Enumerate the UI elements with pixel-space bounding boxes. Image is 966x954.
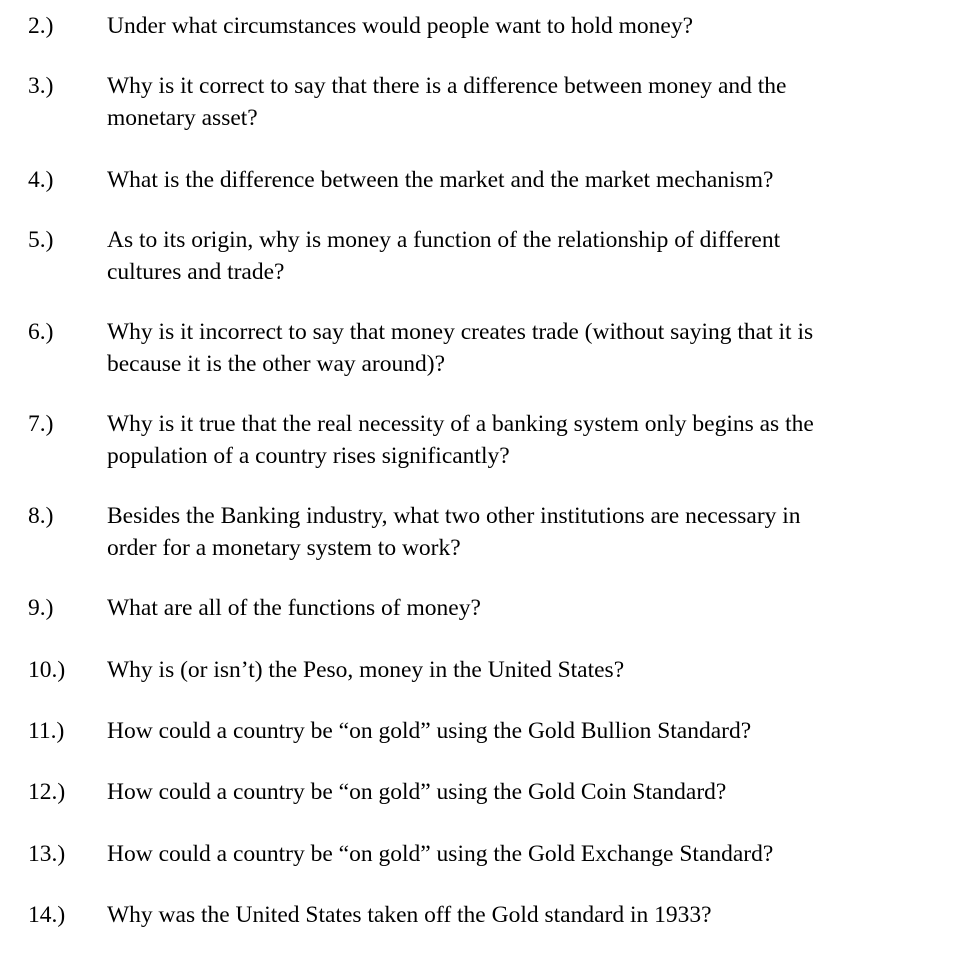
question-text — [107, 716, 927, 748]
question-number: 12.) — [28, 779, 66, 805]
question-line: monetary asset? — [107, 104, 258, 131]
question-number: 4.) — [28, 167, 54, 193]
question-text — [107, 655, 927, 687]
question-line: Why is it correct to say that there is a difference between money and the — [107, 73, 787, 99]
question-number: 3.) — [28, 73, 54, 99]
question-line: Why is it true that the real necessity of a banking system only begins as the — [107, 411, 814, 437]
question-line: Why was the United States taken off the Gold standard in 1933? — [107, 902, 712, 928]
question-line: As to its origin, why is money a function of the relationship of different — [107, 227, 781, 253]
question-line: What are all of the functions of money? — [107, 595, 481, 621]
question-line: because it is the other way around)? — [107, 350, 446, 377]
question-text — [107, 225, 927, 288]
question-text — [107, 165, 927, 197]
question-number: 6.) — [28, 319, 54, 345]
question-number: 7.) — [28, 411, 54, 437]
question-line: population of a country rises significantly? — [107, 442, 510, 469]
question-text — [107, 317, 927, 380]
question-number: 11.) — [28, 718, 65, 744]
question-line: What is the difference between the market and the market mechanism? — [107, 167, 774, 193]
question-text — [107, 777, 927, 809]
question-line: How could a country be “on gold” using the Gold Exchange Standard? — [107, 841, 774, 867]
question-line: Besides the Banking industry, what two other institutions are necessary in — [107, 503, 801, 529]
question-number: 9.) — [28, 595, 54, 621]
question-text — [107, 409, 927, 472]
question-line: cultures and trade? — [107, 258, 285, 285]
question-number: 5.) — [28, 227, 54, 253]
question-text — [107, 593, 927, 625]
question-text — [107, 11, 927, 43]
question-number: 13.) — [28, 841, 66, 867]
question-text — [107, 839, 927, 871]
question-text — [107, 71, 927, 134]
question-number: 14.) — [28, 902, 66, 928]
question-text — [107, 501, 927, 564]
question-line: order for a monetary system to work? — [107, 534, 461, 561]
question-line: Why is it incorrect to say that money creates trade (without saying that it is — [107, 319, 814, 345]
question-number: 8.) — [28, 503, 54, 529]
question-text — [107, 900, 927, 932]
question-line: Why is (or isn’t) the Peso, money in the United States? — [107, 657, 625, 683]
question-line: How could a country be “on gold” using the Gold Bullion Standard? — [107, 718, 752, 744]
question-line: How could a country be “on gold” using the Gold Coin Standard? — [107, 779, 727, 805]
question-number: 10.) — [28, 657, 66, 683]
question-number: 2.) — [28, 13, 54, 39]
question-line: Under what circumstances would people want to hold money? — [107, 13, 694, 39]
